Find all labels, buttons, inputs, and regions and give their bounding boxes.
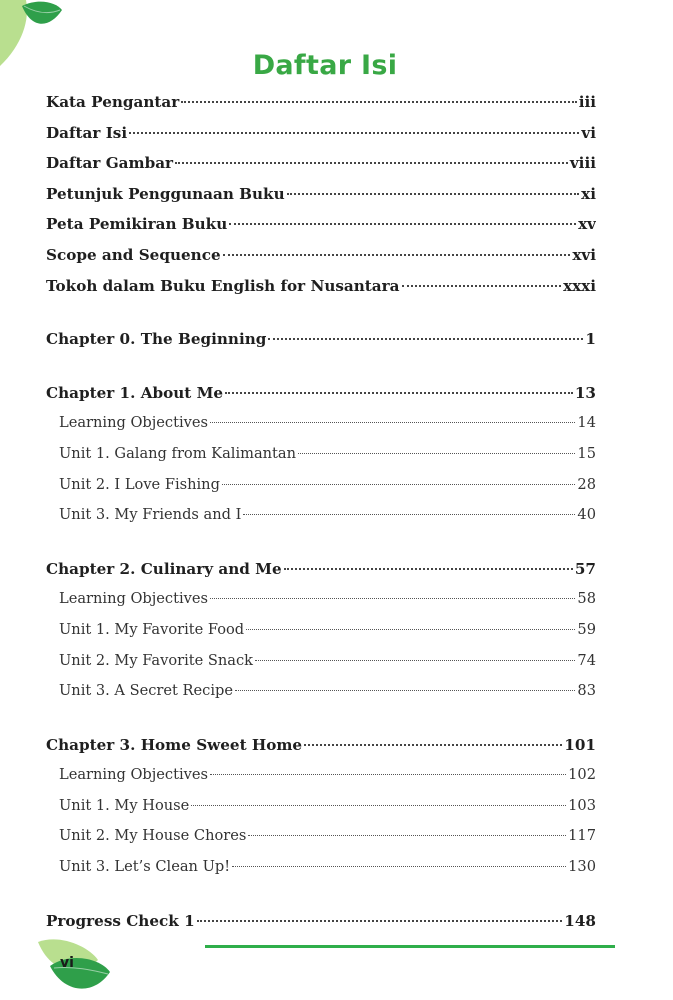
unit-page: 15 bbox=[577, 444, 596, 462]
toc-unit[interactable] bbox=[46, 584, 596, 615]
toc-entry[interactable] bbox=[46, 179, 596, 210]
footer-rule bbox=[205, 945, 615, 948]
toc-entry-page: iii bbox=[578, 93, 596, 111]
dot-leader bbox=[284, 568, 573, 570]
toc-chapter-0[interactable] bbox=[46, 324, 596, 355]
unit-label: Unit 3. My Friends and I bbox=[59, 506, 242, 524]
toc-unit[interactable] bbox=[46, 852, 596, 883]
page-number: vi bbox=[60, 955, 74, 971]
toc-entry-label: Kata Pengantar bbox=[46, 93, 180, 111]
toc-entry-label: Tokoh dalam Buku English for Nusantara bbox=[46, 276, 400, 295]
dot-leader bbox=[243, 514, 575, 515]
toc-unit[interactable] bbox=[46, 408, 596, 439]
unit-page: 59 bbox=[577, 620, 596, 638]
toc-unit[interactable] bbox=[46, 676, 596, 707]
toc-unit[interactable] bbox=[46, 500, 596, 531]
unit-label: Unit 2. My Favorite Snack bbox=[59, 651, 254, 669]
unit-label: Learning Objectives bbox=[59, 766, 208, 784]
dot-leader bbox=[181, 101, 576, 103]
unit-page: 40 bbox=[577, 506, 596, 524]
dot-leader bbox=[210, 422, 575, 423]
dot-leader bbox=[225, 392, 573, 394]
dot-leader bbox=[229, 223, 576, 225]
chapter-label: Chapter 2. Culinary and Me bbox=[46, 559, 282, 578]
toc-entry-page: xi bbox=[581, 184, 596, 203]
dot-leader bbox=[298, 453, 575, 454]
progress-check-page: 148 bbox=[564, 911, 596, 930]
toc-entry-label: Petunjuk Penggunaan Buku bbox=[46, 184, 285, 203]
dot-leader bbox=[246, 629, 575, 630]
dot-leader bbox=[268, 338, 583, 340]
dot-leader bbox=[129, 132, 579, 134]
toc-unit[interactable] bbox=[46, 615, 596, 646]
unit-page: 103 bbox=[568, 796, 596, 814]
toc-entry-page: xv bbox=[578, 215, 596, 234]
chapter-label: Chapter 1. About Me bbox=[46, 383, 224, 402]
toc-unit[interactable] bbox=[46, 470, 596, 501]
chapter-page: 101 bbox=[564, 735, 596, 754]
unit-page: 102 bbox=[568, 766, 596, 784]
dot-leader bbox=[235, 690, 575, 691]
unit-page: 117 bbox=[568, 827, 596, 845]
toc-entry[interactable] bbox=[46, 148, 596, 179]
unit-label: Learning Objectives bbox=[59, 590, 208, 608]
unit-label: Unit 1. Galang from Kalimantan bbox=[59, 444, 297, 462]
toc-chapter-3[interactable] bbox=[46, 730, 596, 761]
chapter-page: 13 bbox=[574, 383, 596, 402]
dot-leader bbox=[222, 484, 575, 485]
toc-unit[interactable] bbox=[46, 439, 596, 470]
toc-entry[interactable] bbox=[46, 87, 596, 118]
dot-leader bbox=[255, 660, 575, 661]
toc-entry-label: Peta Pemikiran Buku bbox=[46, 215, 228, 234]
toc-entry-page: viii bbox=[569, 154, 596, 173]
dot-leader bbox=[197, 920, 563, 922]
toc-chapter-2[interactable] bbox=[46, 554, 596, 585]
dot-leader bbox=[223, 254, 571, 256]
toc-entry[interactable] bbox=[46, 240, 596, 271]
toc-entry[interactable] bbox=[46, 271, 596, 302]
unit-page: 130 bbox=[568, 858, 596, 876]
dot-leader bbox=[210, 598, 575, 599]
toc-entry-page: xvi bbox=[572, 245, 596, 264]
toc-entry-label: Daftar Isi bbox=[46, 123, 128, 142]
unit-label: Unit 1. My Favorite Food bbox=[59, 620, 245, 638]
chapter-page: 57 bbox=[574, 559, 596, 578]
dot-leader bbox=[304, 744, 562, 746]
dot-leader bbox=[402, 285, 562, 287]
toc-entry[interactable] bbox=[46, 118, 596, 149]
toc-entry-label: Daftar Gambar bbox=[46, 154, 174, 173]
dot-leader bbox=[191, 805, 566, 806]
dot-leader bbox=[232, 866, 566, 867]
unit-page: 28 bbox=[577, 475, 596, 493]
chapter-page: 1 bbox=[585, 330, 596, 349]
chapter-label: Chapter 0. The Beginning bbox=[46, 330, 267, 349]
unit-label: Learning Objectives bbox=[59, 414, 208, 432]
dot-leader bbox=[210, 774, 566, 775]
dot-leader bbox=[248, 835, 566, 836]
unit-label: Unit 1. My House bbox=[59, 796, 190, 814]
toc-entry-page: vi bbox=[581, 123, 596, 142]
unit-label: Unit 2. My House Chores bbox=[59, 827, 247, 845]
toc-chapter-1[interactable] bbox=[46, 378, 596, 409]
toc-entry-label: Scope and Sequence bbox=[46, 245, 221, 264]
toc-unit[interactable] bbox=[46, 646, 596, 677]
toc-unit[interactable] bbox=[46, 821, 596, 852]
toc-unit[interactable] bbox=[46, 791, 596, 822]
unit-label: Unit 2. I Love Fishing bbox=[59, 475, 220, 493]
toc-unit[interactable] bbox=[46, 760, 596, 791]
dot-leader bbox=[287, 193, 580, 195]
toc-entry[interactable] bbox=[46, 209, 596, 240]
toc-progress-check[interactable] bbox=[46, 906, 596, 937]
unit-page: 14 bbox=[577, 414, 596, 432]
chapter-label: Chapter 3. Home Sweet Home bbox=[46, 735, 303, 754]
toc-entry-page: xxxi bbox=[563, 276, 596, 295]
progress-check-label: Progress Check 1 bbox=[46, 911, 195, 930]
unit-page: 58 bbox=[577, 590, 596, 608]
unit-label: Unit 3. A Secret Recipe bbox=[59, 682, 233, 700]
dot-leader bbox=[175, 162, 568, 164]
unit-label: Unit 3. Let’s Clean Up! bbox=[59, 858, 231, 876]
unit-page: 83 bbox=[577, 682, 596, 700]
unit-page: 74 bbox=[577, 651, 596, 669]
table-of-contents bbox=[46, 87, 596, 936]
page-title: Daftar Isi bbox=[252, 50, 398, 82]
